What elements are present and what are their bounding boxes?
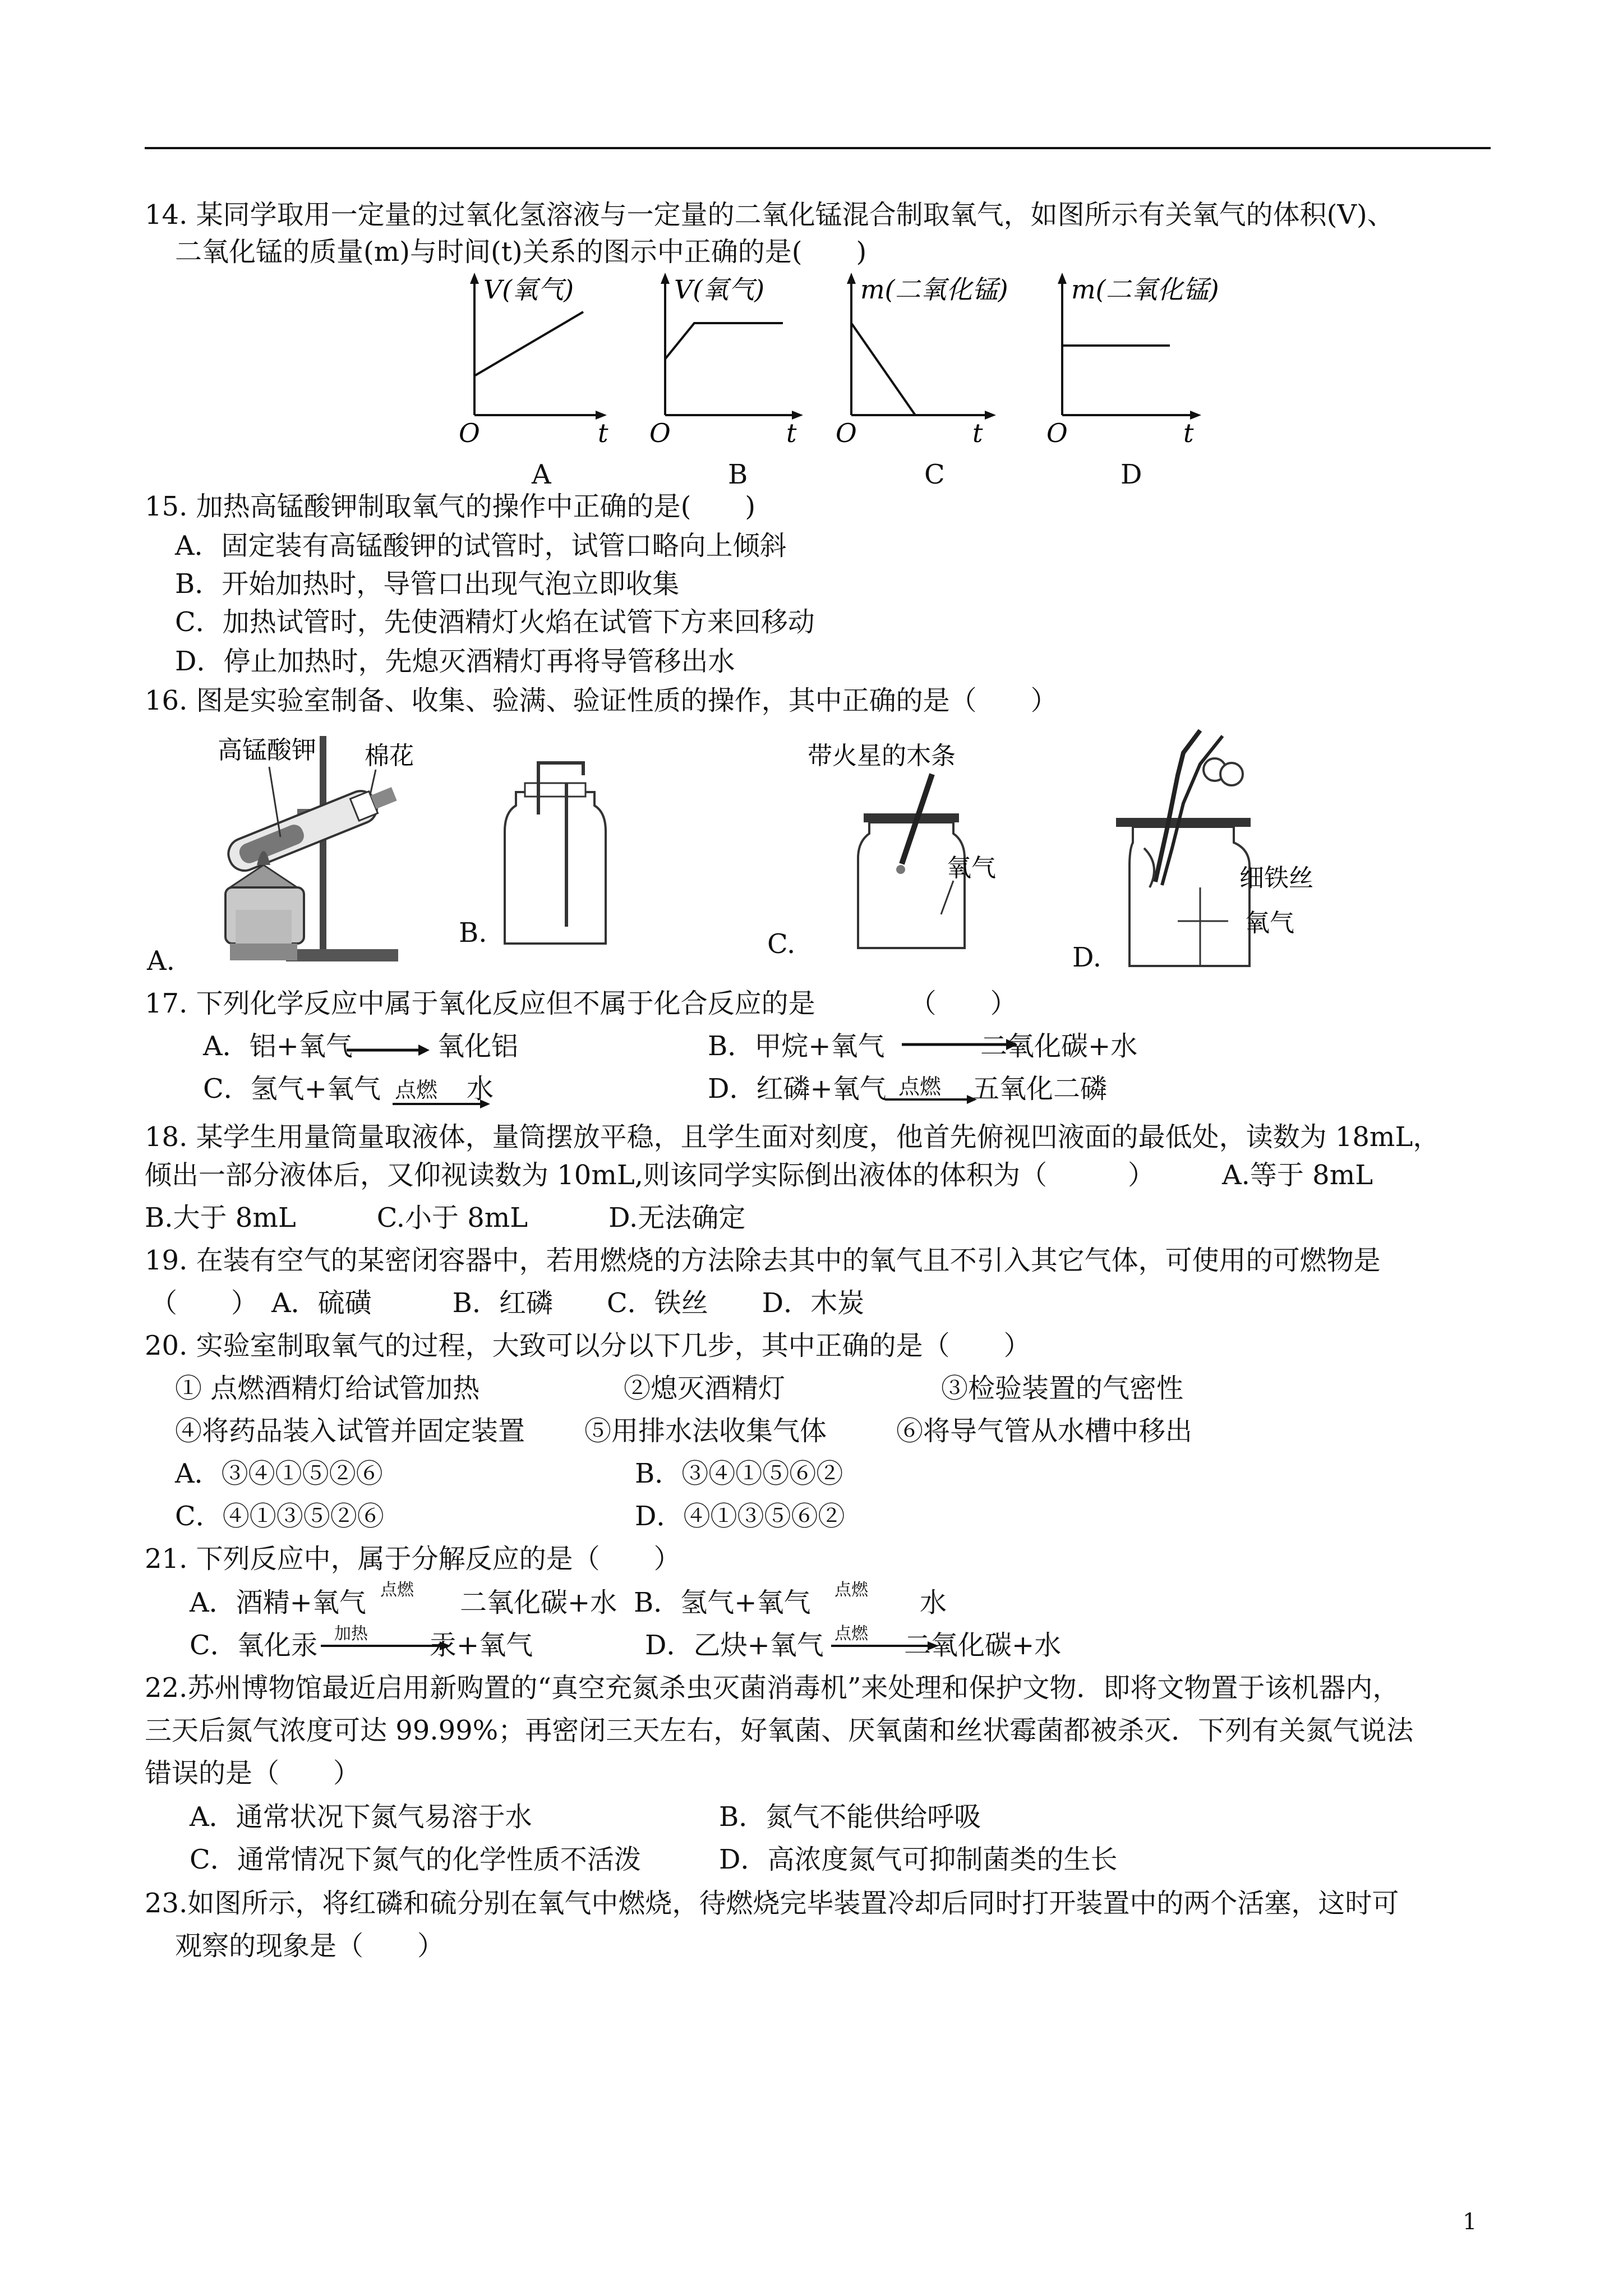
q14-graph-d-ylabel: m(二氧化锰): [1071, 274, 1219, 305]
q16-d-label-iron-wire: 细铁丝: [1239, 864, 1313, 892]
q14-graph-b: [639, 268, 813, 453]
q14-graph-c-ylabel: m(二氧化锰): [860, 274, 1008, 305]
q19-line1: 19. 在装有空气的某密闭容器中，若用燃烧的方法除去其中的氧气且不引入其它气体，可使用的可燃物是: [145, 1245, 1381, 1276]
q22-option-a: A．通常状况下氮气易溶于水: [190, 1801, 532, 1833]
q15-option-a: A．固定装有高锰酸钾的试管时，试管口略向上倾斜: [175, 530, 787, 562]
q16-option-a: A.: [147, 945, 175, 977]
q18-line2: 倾出一部分液体后，又仰视读数为 10mL,则该同学实际倒出液体的体积为（ ） A.等于 8mL: [145, 1159, 1373, 1191]
q14-graph-a-xlabel: t: [598, 418, 608, 448]
q14-graph-b-xlabel: t: [786, 418, 797, 448]
q14-graph-d-xlabel: t: [1183, 418, 1194, 448]
q14-graph-d-origin: O: [1046, 418, 1068, 448]
q14-graph-b-origin: O: [649, 418, 671, 448]
q16-figure-d: [1116, 719, 1335, 977]
q22-option-c: C．通常情况下氮气的化学性质不活泼: [190, 1844, 641, 1875]
page-number: 1: [1463, 2209, 1477, 2235]
q21-a-left: A．酒精+氧气: [190, 1587, 366, 1618]
q22-option-d: D．高浓度氮气可抑制菌类的生长: [719, 1844, 1118, 1875]
q21-d-right: 二氧化碳+水: [904, 1630, 1062, 1661]
q14-caption-a: A: [532, 459, 551, 490]
q14-graph-a: [449, 268, 617, 453]
q17-a-right: 氧化铝: [437, 1030, 519, 1062]
q22-option-b: B．氮气不能供给呼吸: [719, 1801, 981, 1833]
q17-a-arrow: [347, 1045, 431, 1056]
q14-graph-a-origin: O: [459, 418, 480, 448]
q20-stem: 20. 实验室制取氧气的过程，大致可以分以下几步，其中正确的是（ ）: [145, 1330, 1031, 1361]
q16-c-label-oxygen: 氧气: [947, 854, 996, 882]
q21-b-left: B．氢气+氧气: [634, 1587, 811, 1618]
q20-option-d: D．④①③⑤⑥②: [635, 1501, 845, 1532]
q14-graph-c: [826, 268, 1027, 453]
q22-line3: 错误的是（ ）: [145, 1757, 361, 1789]
q22-line1: 22.苏州博物馆最近启用新购置的“真空充氮杀虫灭菌消毒机”来处理和保护文物．即将文物置于该机器内，: [145, 1672, 1400, 1704]
q14-graph-c-origin: O: [836, 418, 857, 448]
q21-b-right: 水: [920, 1587, 947, 1618]
q20-step-2: ②熄灭酒精灯: [624, 1373, 786, 1404]
q17-c-condition: 点燃: [395, 1078, 438, 1102]
q15-stem: 15. 加热高锰酸钾制取氧气的操作中正确的是( ): [145, 491, 756, 522]
q15-option-d: D．停止加热时，先熄灭酒精灯再将导管移出水: [175, 646, 735, 677]
q17-c-right: 水: [467, 1073, 494, 1105]
q16-option-c: C.: [767, 928, 796, 960]
q16-a-label-potassium-permanganate: 高锰酸钾: [218, 736, 316, 765]
q17-stem: 17. 下列化学反应中属于氧化反应但不属于化合反应的是 （ ）: [145, 988, 1017, 1019]
q23-line1: 23.如图所示，将红磷和硫分别在氧气中燃烧，待燃烧完毕装置冷却后同时打开装置中的两个活塞，这时可: [145, 1888, 1399, 1919]
q17-b-left: B．甲烷+氧气: [708, 1030, 885, 1062]
q21-a-right: 二氧化碳+水: [460, 1587, 617, 1618]
q14-graph-b-ylabel: V(氧气): [674, 274, 765, 305]
q18-line1: 18. 某学生用量筒量取液体，量筒摆放平稳，且学生面对刻度，他首先俯视凹液面的最低处，读数为 18mL，: [145, 1121, 1440, 1153]
q17-a-left: A．铝+氧气: [203, 1030, 353, 1062]
q14-stem-line2: 二氧化锰的质量(m)与时间(t)关系的图示中正确的是( ): [175, 236, 867, 268]
q21-c-right: 汞+氧气: [430, 1630, 533, 1661]
q20-step-5: ⑤用排水法收集气体: [584, 1415, 827, 1447]
q16-option-b: B.: [459, 917, 487, 949]
q17-d-left: D．红磷+氧气: [708, 1073, 887, 1105]
q20-option-c: C．④①③⑤②⑥: [175, 1501, 384, 1532]
q14-caption-d: D: [1121, 459, 1142, 490]
q20-option-b: B．③④①⑤⑥②: [635, 1458, 843, 1489]
q17-b-right: 二氧化碳+水: [980, 1030, 1138, 1062]
q14-graph-c-xlabel: t: [972, 418, 983, 448]
q16-d-label-oxygen: 氧气: [1245, 909, 1294, 937]
q16-figure-b: [494, 758, 617, 949]
q14-caption-b: B: [728, 459, 748, 490]
q20-step-6: ⑥将导气管从水槽中移出: [896, 1415, 1193, 1447]
q19-line2: （ ） A．硫磺 B．红磷 C．铁丝 D．木炭: [150, 1287, 865, 1319]
q18-line3: B.大于 8mL C.小于 8mL D.无法确定: [145, 1202, 746, 1234]
q16-figure-a: [191, 725, 437, 972]
q14-graph-d: [1036, 268, 1255, 453]
q21-c-condition: 加热: [334, 1624, 368, 1644]
q17-d-right: 五氧化二磷: [972, 1073, 1108, 1105]
q14-caption-c: C: [924, 459, 945, 490]
header-rule: [145, 147, 1491, 149]
q23-line2: 观察的现象是（ ）: [175, 1930, 445, 1962]
q17-d-condition: 点燃: [898, 1074, 942, 1099]
q21-d-condition: 点燃: [834, 1624, 868, 1644]
q21-stem: 21. 下列反应中，属于分解反应的是（ ）: [145, 1543, 681, 1575]
q17-c-left: C．氢气+氧气: [203, 1073, 381, 1105]
q21-c-left: C．氧化汞: [190, 1630, 318, 1661]
q14-graph-a-ylabel: V(氧气): [483, 274, 574, 305]
q16-c-label-glowing-splint: 带火星的木条: [808, 742, 956, 770]
q16-a-label-cotton: 棉花: [365, 742, 414, 770]
q14-stem-line1: 14. 某同学取用一定量的过氧化氢溶液与一定量的二氧化锰混合制取氧气，如图所示有关氧气的体积(V)、: [145, 199, 1394, 231]
q16-figure-c: [802, 735, 1038, 959]
q20-step-1: ① 点燃酒精灯给试管加热: [175, 1373, 480, 1404]
q21-d-left: D．乙炔+氧气: [645, 1630, 824, 1661]
q16-stem: 16. 图是实验室制备、收集、验满、验证性质的操作，其中正确的是（ ）: [145, 685, 1058, 716]
q22-line2: 三天后氮气浓度可达 99.99%；再密闭三天左右，好氧菌、厌氧菌和丝状霉菌都被杀灭．下列有关氮气说法: [145, 1715, 1414, 1746]
q20-step-4: ④将药品装入试管并固定装置: [175, 1415, 525, 1447]
q15-option-b: B．开始加热时，导管口出现气泡立即收集: [175, 568, 680, 600]
q16-option-d: D.: [1072, 942, 1102, 973]
q15-option-c: C．加热试管时，先使酒精灯火焰在试管下方来回移动: [175, 606, 815, 638]
q20-step-3: ③检验装置的气密性: [941, 1373, 1184, 1404]
q21-a-condition: 点燃: [380, 1580, 414, 1600]
q21-b-condition: 点燃: [834, 1580, 868, 1600]
q20-option-a: A．③④①⑤②⑥: [175, 1458, 383, 1489]
q17-d-arrow: [885, 1094, 980, 1105]
